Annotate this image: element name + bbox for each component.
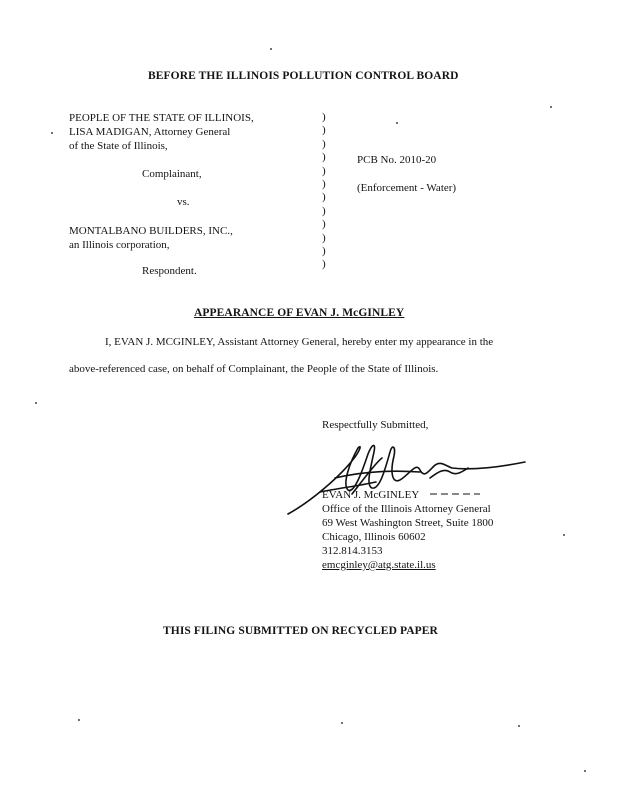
paren-mark: ) bbox=[322, 151, 326, 164]
paren-mark: ) bbox=[322, 137, 326, 150]
scan-speck bbox=[51, 132, 53, 134]
signer-city: Chicago, Illinois 60602 bbox=[322, 531, 426, 543]
paren-mark: ) bbox=[322, 178, 326, 191]
vs-label: vs. bbox=[177, 196, 190, 208]
signer-street: 69 West Washington Street, Suite 1800 bbox=[322, 517, 494, 529]
respondent-label: Respondent. bbox=[142, 265, 197, 277]
board-heading: BEFORE THE ILLINOIS POLLUTION CONTROL BOARD bbox=[148, 70, 459, 82]
paren-mark: ) bbox=[322, 164, 326, 177]
signer-name: EVAN J. McGINLEY bbox=[322, 489, 420, 501]
closing-text: Respectfully Submitted, bbox=[322, 419, 429, 431]
scan-speck bbox=[270, 48, 272, 50]
scan-speck bbox=[78, 719, 80, 721]
defendant-line-1: MONTALBANO BUILDERS, INC., bbox=[69, 225, 233, 237]
paren-mark: ) bbox=[322, 111, 326, 123]
plaintiff-line-3: of the State of Illinois, bbox=[69, 140, 168, 152]
paren-mark: ) bbox=[322, 231, 326, 244]
plaintiff-line-2: LISA MADIGAN, Attorney General bbox=[69, 126, 231, 138]
scan-speck bbox=[341, 722, 343, 724]
paren-mark: ) bbox=[322, 258, 326, 271]
scan-speck bbox=[35, 402, 37, 404]
body-paragraph-line-1: I, EVAN J. MCGINLEY, Assistant Attorney General, hereby enter my appearance in the bbox=[105, 336, 494, 348]
signer-phone: 312.814.3153 bbox=[322, 545, 383, 557]
scan-speck bbox=[550, 106, 552, 108]
paren-mark: ) bbox=[322, 204, 326, 217]
appearance-title: APPEARANCE OF EVAN J. McGINLEY bbox=[194, 307, 405, 319]
scan-speck bbox=[584, 770, 586, 772]
case-number: PCB No. 2010-20 bbox=[357, 154, 437, 166]
signer-office: Office of the Illinois Attorney General bbox=[322, 503, 491, 515]
paren-mark: ) bbox=[322, 245, 326, 258]
signer-email: emcginley@atg.state.il.us bbox=[322, 559, 436, 571]
body-paragraph-line-2: above-referenced case, on behalf of Complainant, the People of the State of Illinois. bbox=[69, 363, 439, 375]
paren-mark: ) bbox=[322, 218, 326, 231]
paren-mark: ) bbox=[322, 191, 326, 204]
case-type: (Enforcement - Water) bbox=[357, 182, 457, 194]
recycled-paper-note: THIS FILING SUBMITTED ON RECYCLED PAPER bbox=[163, 625, 438, 637]
complainant-label: Complainant, bbox=[142, 168, 202, 180]
scan-speck bbox=[518, 725, 520, 727]
handwritten-signature bbox=[280, 432, 540, 522]
plaintiff-line-1: PEOPLE OF THE STATE OF ILLINOIS, bbox=[69, 112, 254, 124]
caption-divider bbox=[322, 111, 326, 272]
paren-mark: ) bbox=[322, 124, 326, 137]
scan-speck bbox=[563, 534, 565, 536]
defendant-line-2: an Illinois corporation, bbox=[69, 239, 170, 251]
scan-speck bbox=[396, 122, 398, 124]
